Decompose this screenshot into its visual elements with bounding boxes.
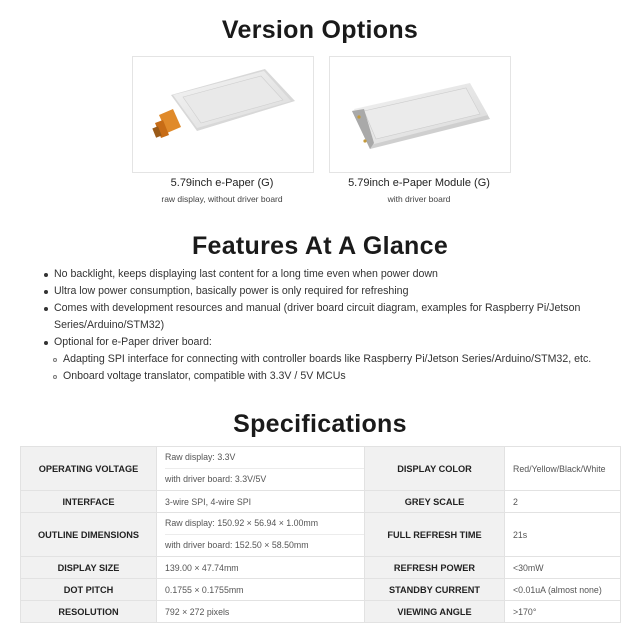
bullet-icon (44, 273, 48, 277)
epaper-module-image (330, 57, 510, 172)
spec-label: RESOLUTION (21, 601, 157, 623)
bullet-icon (44, 290, 48, 294)
raw-epaper-display-image (133, 57, 313, 172)
spec-label: OPERATING VOLTAGE (21, 447, 157, 491)
feature-sub-item: Onboard voltage translator, compatible with 3.3V / 5V MCUs (63, 370, 346, 382)
version-card-module[interactable] (329, 56, 511, 173)
spec-value-line: Raw display: 150.92 × 56.94 × 1.00mm (165, 518, 319, 528)
spec-value-line: Raw display: 3.3V (165, 452, 236, 462)
spec-value (157, 513, 365, 557)
table-row (21, 491, 621, 513)
spec-label: REFRESH POWER (365, 557, 505, 579)
table-row (21, 447, 621, 491)
spec-label: DISPLAY SIZE (21, 557, 157, 579)
feature-item-continued: Series/Arduino/STM32) (54, 319, 165, 331)
spec-label: GREY SCALE (365, 491, 505, 513)
spec-value: 139.00 × 47.74mm (157, 557, 365, 579)
version-card-raw-title: 5.79inch e-Paper (G) (170, 177, 274, 189)
spec-label: DOT PITCH (21, 579, 157, 601)
spec-value: Red/Yellow/Black/White (505, 447, 621, 491)
spec-value: 21s (505, 513, 621, 557)
sub-bullet-icon (53, 358, 57, 362)
specifications-title: Specifications (233, 410, 407, 438)
feature-item: No backlight, keeps displaying last content for a long time even when power down (54, 268, 438, 280)
spec-label: STANDBY CURRENT (365, 579, 505, 601)
spec-label: OUTLINE DIMENSIONS (21, 513, 157, 557)
feature-item: Comes with development resources and manual (driver board circuit diagram, examples for Raspberry Pi/Jetson (54, 302, 581, 314)
feature-item: Ultra low power consumption, basically power is only required for refreshing (54, 285, 409, 297)
bullet-icon (44, 307, 48, 311)
specifications-table (20, 446, 621, 623)
table-row (21, 579, 621, 601)
table-row (21, 601, 621, 623)
spec-value-line: with driver board: 152.50 × 58.50mm (165, 534, 364, 556)
spec-value: <30mW (505, 557, 621, 579)
feature-sub-item: Adapting SPI interface for connecting with controller boards like Raspberry Pi/Jetson Series/Arduino/STM32, etc. (63, 353, 592, 365)
feature-item: Optional for e-Paper driver board: (54, 336, 212, 348)
spec-label: FULL REFRESH TIME (365, 513, 505, 557)
bullet-icon (44, 341, 48, 345)
spec-value: 792 × 272 pixels (157, 601, 365, 623)
spec-value: 0.1755 × 0.1755mm (157, 579, 365, 601)
version-card-raw-subtitle: raw display, without driver board (161, 194, 283, 204)
table-row (21, 513, 621, 557)
version-card-module-subtitle: with driver board (387, 194, 451, 204)
spec-value-line: with driver board: 3.3V/5V (165, 468, 364, 490)
version-options-title: Version Options (221, 16, 419, 44)
table-row (21, 557, 621, 579)
spec-value (157, 447, 365, 491)
spec-label: VIEWING ANGLE (365, 601, 505, 623)
version-card-module-title: 5.79inch e-Paper Module (G) (348, 177, 490, 189)
spec-value: 2 (505, 491, 621, 513)
version-card-raw-display[interactable] (132, 56, 314, 173)
spec-value: <0.01uA (almost none) (505, 579, 621, 601)
spec-value: 3-wire SPI, 4-wire SPI (157, 491, 365, 513)
spec-label: INTERFACE (21, 491, 157, 513)
spec-value: >170° (505, 601, 621, 623)
features-title: Features At A Glance (191, 232, 449, 260)
sub-bullet-icon (53, 375, 57, 379)
spec-label: DISPLAY COLOR (365, 447, 505, 491)
